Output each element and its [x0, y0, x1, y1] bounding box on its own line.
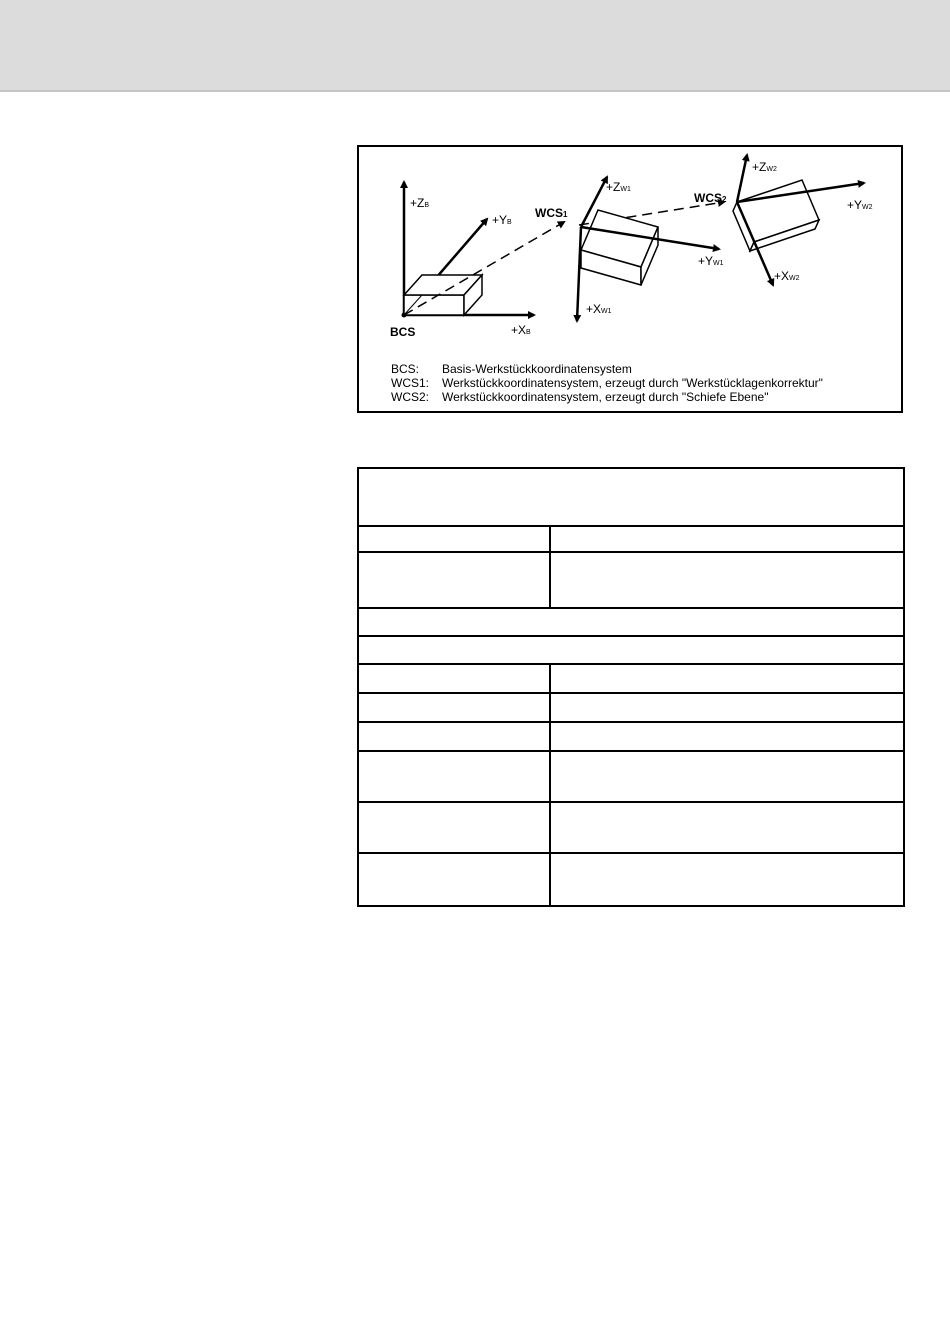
label-yb: +YB [492, 213, 512, 227]
label-wcs2: WCS2 [694, 191, 727, 205]
table-row [359, 635, 903, 665]
legend-term: BCS: [391, 362, 420, 376]
table-row [359, 525, 903, 553]
label-xw1: +XW1 [586, 302, 612, 316]
table-row [359, 750, 903, 803]
wcs1-x-axis [577, 227, 581, 321]
label-xb: +XB [511, 323, 531, 337]
legend-term: WCS2: [391, 390, 430, 404]
table-row [359, 692, 903, 723]
label-yw2: +YW2 [847, 198, 873, 212]
legend-text: Werkstückkoordinatensystem, erzeugt durch "Werkstücklagenkorrektur" [442, 376, 823, 390]
page-header-band [0, 0, 950, 90]
legend-row-wcs2 [391, 390, 823, 404]
legend-text: Werkstückkoordinatensystem, erzeugt durch "Schiefe Ebene" [442, 390, 769, 404]
legend-term: WCS1: [391, 376, 430, 390]
bcs-workpiece-box [404, 275, 482, 315]
table-row [359, 663, 903, 693]
label-xw2: +XW2 [774, 269, 800, 283]
label-yw1: +YW1 [698, 254, 724, 268]
wcs1-workpiece-box [581, 210, 658, 285]
legend-text: Basis-Werkstückkoordinatensystem [442, 362, 632, 376]
legend-row-wcs1 [391, 376, 823, 390]
label-zw2: +ZW2 [752, 160, 777, 174]
wcs2-z-axis [737, 155, 747, 202]
label-zb: +ZB [410, 196, 430, 210]
table-row [359, 607, 903, 637]
table-row [359, 852, 903, 905]
header-divider [0, 90, 950, 92]
label-zw1: +ZW1 [606, 180, 631, 194]
table-row [359, 721, 903, 752]
empty-parameter-table [357, 467, 905, 907]
table-row [359, 801, 903, 854]
legend-row-bcs [391, 362, 823, 376]
label-bcs: BCS [390, 325, 416, 339]
coordinate-systems-figure [357, 145, 903, 413]
table-row [359, 551, 903, 609]
figure-legend [391, 362, 823, 404]
label-wcs1: WCS1 [535, 206, 568, 220]
